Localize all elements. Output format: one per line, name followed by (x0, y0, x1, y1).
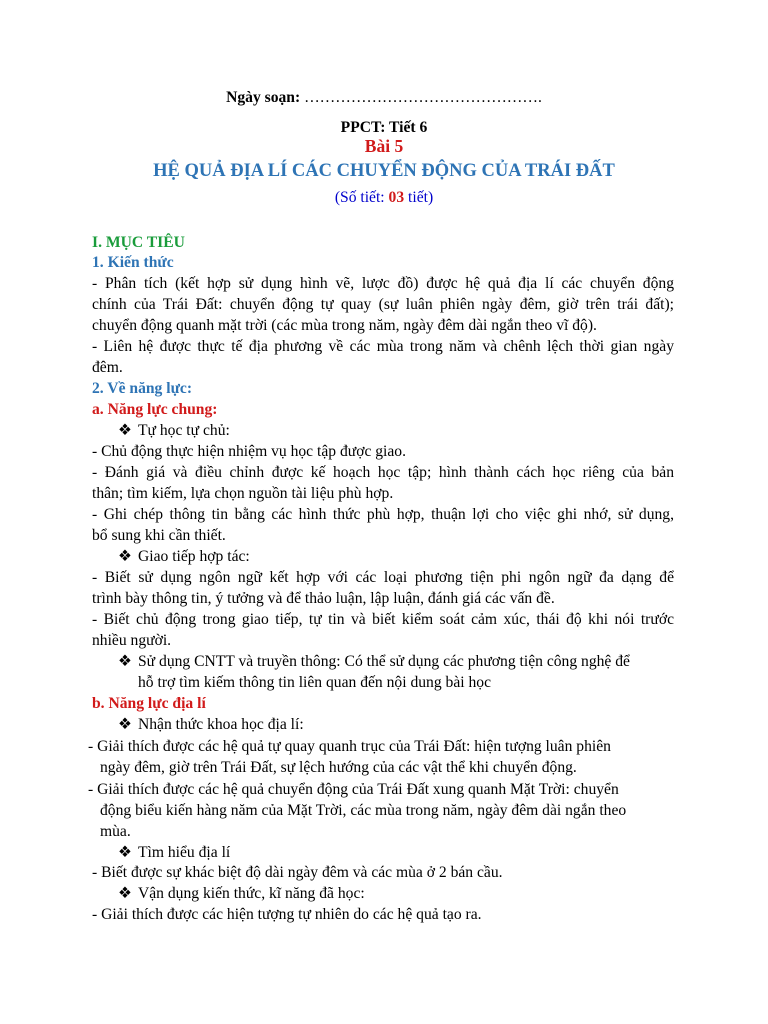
communication-line: nhiều người. (92, 632, 172, 649)
cognition-line: ngày đêm, giờ trên Trái Đất, sự lệch hướng của các vật thể khi chuyển động. (100, 759, 577, 776)
diamond-bullet-icon: ❖ (118, 844, 132, 861)
section-objectives-heading: I. MỤC TIÊU (92, 234, 185, 251)
knowledge-line: chuyển động quanh mặt trời (các mùa trong năm, ngày đêm dài ngắn theo vĩ độ). (92, 317, 597, 334)
bullet-text: Tìm hiểu địa lí (138, 844, 231, 861)
lesson-title: HỆ QUẢ ĐỊA LÍ CÁC CHUYỂN ĐỘNG CỦA TRÁI ĐẤT (153, 161, 615, 181)
communication-line: - Biết sử dụng ngôn ngữ kết hợp với các loại phương tiện phi ngôn ngữ đa dạng để (92, 569, 674, 586)
bullet-cognition (118, 714, 700, 735)
date-dots: ………………………………………. (304, 89, 542, 106)
bullet-text: Tự học tự chủ: (138, 422, 230, 439)
bullet-text: Nhận thức khoa học địa lí: (138, 716, 304, 733)
ppct-label: PPCT: Tiết 6 (340, 119, 428, 136)
bullet-text: Vận dụng kiến thức, kĩ năng đã học: (138, 885, 365, 902)
diamond-bullet-icon: ❖ (118, 548, 132, 565)
self-study-line: - Chủ động thực hiện nhiệm vụ học tập được giao. (92, 443, 407, 460)
periods-suffix: tiết) (404, 189, 434, 206)
competence-heading: 2. Về năng lực: (92, 380, 193, 397)
cognition-line: động biểu kiến hàng năm của Mặt Trời, các mùa trong năm, ngày đêm dài ngắn theo (100, 802, 627, 819)
bullet-text: Sử dụng CNTT và truyền thông: Có thể sử dụng các phương tiện công nghệ để (138, 653, 630, 670)
diamond-bullet-icon: ❖ (118, 653, 132, 670)
self-study-line: bổ sung khi cần thiết. (92, 527, 226, 544)
diamond-bullet-icon: ❖ (118, 422, 132, 439)
bullet-text: Giao tiếp hợp tác: (138, 548, 250, 565)
diamond-bullet-icon: ❖ (118, 885, 132, 902)
cognition-line: - Giải thích được các hệ quả tự quay quanh trục của Trái Đất: hiện tượng luân phiên (88, 738, 611, 755)
bullet-ict (118, 651, 674, 672)
date-label: Ngày soạn: (226, 89, 301, 106)
communication-line: - Biết chủ động trong giao tiếp, tự tin và biết kiểm soát cảm xúc, thái độ khi nói trước (92, 611, 674, 628)
cognition-line: - Giải thích được các hệ quả chuyển động của Trái Đất xung quanh Mặt Trời: chuyển (88, 781, 619, 798)
self-study-line: thân; tìm kiếm, lựa chọn nguồn tài liệu phù hợp. (92, 485, 394, 502)
diamond-bullet-icon: ❖ (118, 716, 132, 733)
explore-line: - Biết được sự khác biệt độ dài ngày đêm và các mùa ở 2 bán cầu. (92, 864, 503, 881)
self-study-line: - Đánh giá và điều chỉnh được kế hoạch học tập; hình thành cách học riêng của bản (92, 464, 674, 481)
knowledge-heading: 1. Kiến thức (92, 254, 174, 271)
ict-continuation: hỗ trợ tìm kiếm thông tin liên quan đến nội dung bài học (138, 674, 491, 691)
periods-count: 03 (388, 189, 405, 206)
self-study-line: - Ghi chép thông tin bằng các hình thức phù hợp, thuận lợi cho việc ghi nhớ, sử dụng, (92, 506, 674, 523)
knowledge-line: đêm. (92, 359, 123, 376)
communication-line: trình bày thông tin, ý tưởng và để thảo luận, lập luận, đánh giá các vấn đề. (92, 590, 555, 607)
periods-prefix: (Số tiết: (334, 189, 389, 206)
periods-line (0, 187, 768, 208)
bullet-communication (118, 546, 700, 567)
lesson-number: Bài 5 (364, 136, 404, 156)
knowledge-line: - Phân tích (kết hợp sử dụng hình vẽ, lược đồ) được hệ quả địa lí các chuyển động (92, 275, 674, 292)
bullet-self-study (118, 420, 700, 441)
bullet-apply (118, 883, 700, 904)
bullet-explore (118, 842, 700, 863)
cognition-line: mùa. (100, 823, 131, 840)
date-line (0, 87, 768, 108)
knowledge-line: chính của Trái Đất: chuyển động tự quay (sự luân phiên ngày đêm, giờ trên trái đất); (92, 296, 674, 313)
apply-line: - Giải thích được các hiện tượng tự nhiên do các hệ quả tạo ra. (92, 906, 482, 923)
geography-competence-heading: b. Năng lực địa lí (92, 695, 206, 712)
knowledge-line: - Liên hệ được thực tế địa phương về các mùa trong năm và chênh lệch thời gian ngày (92, 338, 674, 355)
general-competence-heading: a. Năng lực chung: (92, 401, 218, 418)
